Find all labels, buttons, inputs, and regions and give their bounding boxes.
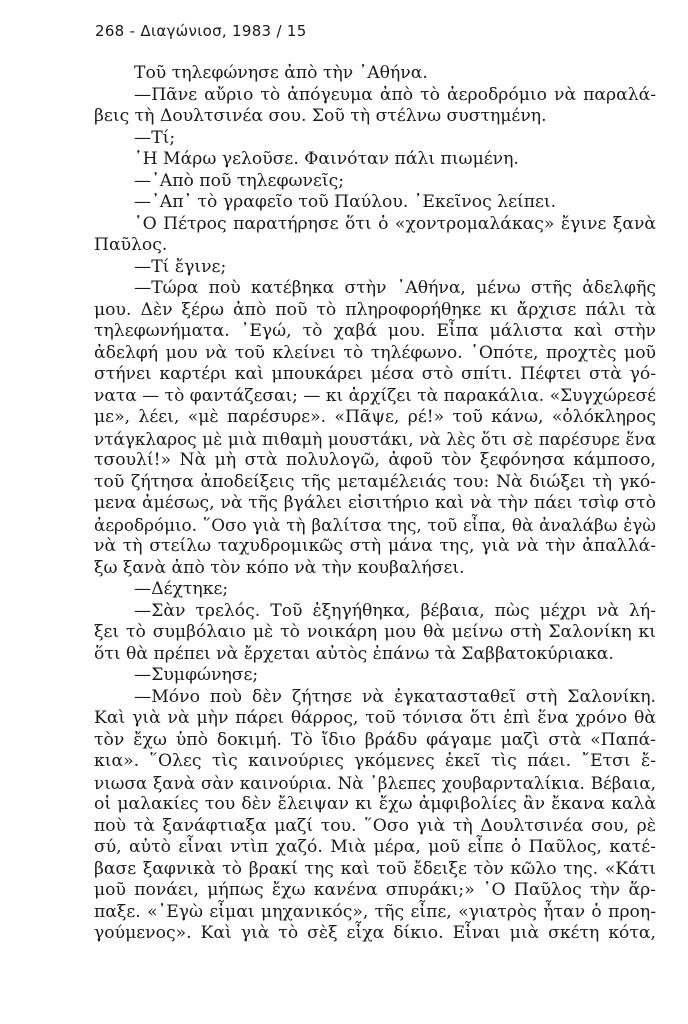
text-line: ἀεροδρόμιο. ῞Οσο γιὰ τὴ βαλίτσα της, τοῦ εἶπα, θὰ ἀναλάβω ἐγὼ xyxy=(94,514,656,535)
text-line: ἀδελφή μου νὰ τοῦ κλείνει τὸ τηλέφωνο. ῾Οπότε, προχτὲς μοῦ xyxy=(94,342,656,363)
text-line: τοῦ ζήτησα ἀποδείξεις τῆς μεταμέλειάς του: Νὰ διώξει τὴ γκό- xyxy=(94,471,656,492)
text-line: ὅτι θὰ πρέπει νὰ ἔρχεται αὐτὸς ἐπάνω τὰ Σαββατοκύριακα. xyxy=(94,643,614,664)
text-line: τὸν ἔχω ὑπὸ δοκιμή. Τὸ ἴδιο βράδυ φάγαμε μαζὶ στὰ «Παπά- xyxy=(94,729,656,750)
text-line: νιωσα ξανὰ σὰν καινούρια. Νὰ ᾿βλεπες χουβαρνταλίκια. Βέβαια, xyxy=(94,772,656,793)
text-line: μου. Δὲν ξέρω ἀπὸ ποῦ τὸ πληροφορήθηκε κι ἄρχισε πάλι τὰ xyxy=(94,299,656,320)
text-line: —Μόνο ποὺ δὲν ζήτησε νὰ ἐγκατασταθεῖ στὴ Σαλονίκη. xyxy=(134,686,656,707)
text-line: Τοῦ τηλεφώνησε ἀπὸ τὴν ᾿Αθήνα. xyxy=(134,63,428,83)
text-line: τσουλί!» Νὰ μὴ στὰ πολυλογῶ, ἀφοῦ τὸν ξεφόνησα κάμποσο, xyxy=(94,450,656,470)
text-line: —Τί; xyxy=(134,127,176,148)
text-line: ξει τὸ συμβόλαιο μὲ τὸ νοικάρη μου θὰ μείνω στὴ Σαλονίκη κι xyxy=(94,622,656,642)
text-line: —Σὰν τρελός. Τοῦ ἐξηγήθηκα, βέβαια, πὼς μέχρι νὰ λή- xyxy=(134,600,656,621)
text-line: ῾Ο Πέτρος παρατήρησε ὅτι ὁ «χοντρομαλάκας» ἔγινε ξανὰ xyxy=(134,213,656,234)
text-line: γούμενος». Καὶ γιὰ τὸ σὲξ εἶχα δίκιο. Εἶναι μιὰ σκέτη κότα, xyxy=(94,923,656,943)
text-line: βεις τὴ Δουλτσινέα σου. Σοῦ τὴ στέλνω συστημένη. xyxy=(94,106,547,126)
text-line: —᾿Απ᾿ τὸ γραφεῖο τοῦ Παύλου. ᾿Εκεῖνος λείπει. xyxy=(134,192,557,212)
text-line: —Δέχτηκε; xyxy=(134,579,229,599)
text-line: οἱ μαλακίες του δὲν ἔλειψαν κι ἔχω ἀμφιβολίες ἂν ἔκανα καλὰ xyxy=(94,794,656,814)
text-line: —Τώρα ποὺ κατέβηκα στὴν ᾿Αθήνα, μένω στῆς ἀδελφῆς xyxy=(134,278,656,298)
text-line: βασε ξαφνικὰ τὸ βρακί της καὶ τοῦ ἔδειξε τὸν κῶλο της. «Κάτι xyxy=(94,858,656,879)
text-line: με», λέει, «μὲ παρέσυρε». «Πᾶψε, ρέ!» τοῦ κάνω, «ὁλόκληρος xyxy=(94,407,656,427)
body-text xyxy=(94,63,656,945)
text-line: ξω ξανὰ ἀπὸ τὸν κόπο νὰ τὴν κουβαλήσει. xyxy=(94,557,465,578)
text-line: ποὺ τὰ ξανάφτιαξα μαζί του. ῞Οσο γιὰ τὴ Δουλτσινέα σου, ρὲ xyxy=(94,815,656,836)
text-line: ῾Η Μάρω γελοῦσε. Φαινόταν πάλι πιωμένη. xyxy=(134,149,519,169)
text-line: νατα — τὸ φαντάζεσαι; — κι ἀρχίζει τὰ παρακάλια. «Συγχώρεσέ xyxy=(94,385,656,406)
text-line: κια». ῞Ολες τὶς καινούριες γκόμενες ἐκεῖ τὶς πάει. ῎Ετσι ἔ- xyxy=(94,751,656,771)
text-line: —Πᾶνε αὔριο τὸ ἀπόγευμα ἀπὸ τὸ ἀεροδρόμιο νὰ παραλά- xyxy=(134,84,656,105)
text-line: Παῦλος. xyxy=(94,235,168,255)
text-line: νὰ τὴ στείλω ταχυδρομικῶς στὴ μάνα της, γιὰ νὰ τὴν ἀπαλλά- xyxy=(94,536,656,556)
text-line: μοῦ πονάει, μήπως ἔχω κανένα σπυράκι;» ῾Ο Παῦλος τὴν ἅρ- xyxy=(94,880,656,900)
running-head: 268 - Διαγώνιοσ, 1983 / 15 xyxy=(95,22,307,40)
text-line: σύ, αὐτὸ εἶναι ντὶπ χαζό. Μιὰ μέρα, μοῦ εἶπε ὁ Παῦλος, κατέ- xyxy=(94,837,656,857)
text-line: —Συμφώνησε; xyxy=(134,665,259,685)
text-line: —Τί ἔγινε; xyxy=(134,256,227,277)
text-line: παξε. «᾿Εγὼ εἶμαι μηχανικός», τῆς εἶπε, «γιατρὸς ἦταν ὁ προη- xyxy=(94,901,656,922)
text-line: ντάγκλαρος μὲ μιὰ πιθαμὴ μουστάκι, νὰ λὲς ὅτι σὲ παρέσυρε ἕνα xyxy=(94,428,656,449)
text-line: στήνει καρτέρι καὶ μπουκάρει μέσα στὸ σπίτι. Πέφτει στὰ γό- xyxy=(94,364,656,384)
text-line: —᾿Απὸ ποῦ τηλεφωνεῖς; xyxy=(134,170,345,191)
text-line: μενα ἀμέσως, νὰ τῆς βγάλει εἰσιτήριο καὶ νὰ τὴν πάει τσὶφ στὸ xyxy=(94,493,656,513)
text-line: τηλεφωνήματα. ᾿Εγώ, τὸ χαβά μου. Εἶπα μάλιστα καὶ στὴν xyxy=(94,321,656,341)
text-line: Καὶ γιὰ νὰ μὴν πάρει θάρρος, τοῦ τόνισα ὅτι ἐπὶ ἕνα χρόνο θὰ xyxy=(94,708,656,728)
